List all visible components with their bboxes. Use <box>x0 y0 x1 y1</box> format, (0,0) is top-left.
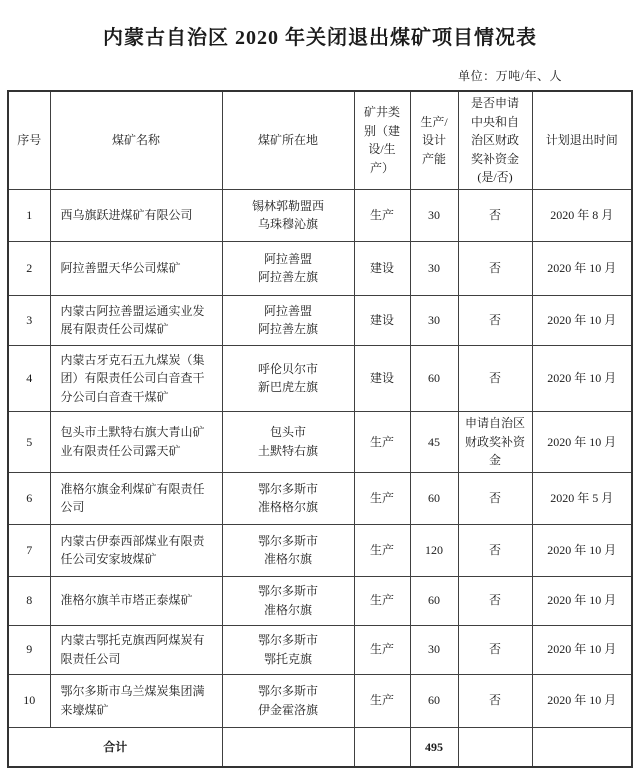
cell-location <box>222 524 354 576</box>
cell-subsidy: 否 <box>458 241 532 295</box>
header-exit-time: 计划退出时间 <box>532 91 632 189</box>
location-line: 阿拉善左旗 <box>257 322 318 337</box>
location-line: 阿拉善盟 <box>263 251 312 266</box>
cell-mine-name: 西乌旗跃进煤矿有限公司 <box>50 189 222 241</box>
cell-mine-type: 生产 <box>354 674 410 727</box>
cell-serial-number: 1 <box>8 189 50 241</box>
header-subsidy: 是否申请中央和自治区财政奖补资金(是/否) <box>458 91 532 189</box>
cell-mine-name: 阿拉善盟天华公司煤矿 <box>50 241 222 295</box>
table-row <box>8 625 632 674</box>
total-row <box>8 727 632 767</box>
cell-exit-time: 2020 年 5 月 <box>532 472 632 524</box>
cell-exit-time: 2020 年 10 月 <box>532 576 632 625</box>
cell-exit-time: 2020 年 10 月 <box>532 411 632 472</box>
location-line: 鄂尔多斯市 <box>257 684 318 699</box>
cell-location <box>222 625 354 674</box>
cell-mine-name: 内蒙古牙克石五九煤炭（集团）有限责任公司白音查干分公司白音查干煤矿 <box>50 345 222 411</box>
cell-mine-name: 包头市土默特右旗大青山矿业有限责任公司露天矿 <box>50 411 222 472</box>
cell-mine-name: 内蒙古伊泰西部煤业有限责任公司安家坡煤矿 <box>50 524 222 576</box>
location-line: 准格尔旗 <box>263 552 312 567</box>
cell-mine-name: 内蒙古阿拉善盟运通实业发展有限责任公司煤矿 <box>50 295 222 345</box>
cell-mine-name: 准格尔旗羊市塔正泰煤矿 <box>50 576 222 625</box>
total-label: 合计 <box>8 727 222 767</box>
cell-capacity: 60 <box>410 576 458 625</box>
cell-mine-name: 准格尔旗金利煤矿有限责任公司 <box>50 472 222 524</box>
location-line: 准格尔旗 <box>263 602 312 617</box>
cell-subsidy: 否 <box>458 295 532 345</box>
header-capacity: 生产/设计产能 <box>410 91 458 189</box>
cell-location <box>222 411 354 472</box>
cell-capacity: 60 <box>410 674 458 727</box>
cell-capacity: 30 <box>410 295 458 345</box>
cell-location <box>222 674 354 727</box>
location-line: 呼伦贝尔市 <box>257 361 318 376</box>
table-row <box>8 189 632 241</box>
total-capacity: 495 <box>410 727 458 767</box>
table-row <box>8 345 632 411</box>
location-line: 阿拉善盟 <box>263 303 312 318</box>
cell-location <box>222 189 354 241</box>
cell-subsidy: 否 <box>458 524 532 576</box>
cell-serial-number: 2 <box>8 241 50 295</box>
location-line: 鄂尔多斯市 <box>257 481 318 496</box>
cell-capacity: 60 <box>410 345 458 411</box>
cell-mine-type: 建设 <box>354 345 410 411</box>
table-row <box>8 576 632 625</box>
cell-mine-name: 内蒙古鄂托克旗西阿煤炭有限责任公司 <box>50 625 222 674</box>
cell-location <box>222 472 354 524</box>
cell-serial-number: 7 <box>8 524 50 576</box>
cell-mine-type: 生产 <box>354 472 410 524</box>
cell-capacity: 30 <box>410 625 458 674</box>
cell-exit-time: 2020 年 10 月 <box>532 295 632 345</box>
cell-serial-number: 4 <box>8 345 50 411</box>
cell-location <box>222 295 354 345</box>
cell-mine-type: 生产 <box>354 189 410 241</box>
location-line: 准格格尔旗 <box>257 500 318 515</box>
cell-mine-name: 鄂尔多斯市乌兰煤炭集团满来壕煤矿 <box>50 674 222 727</box>
total-exit-time-empty <box>532 727 632 767</box>
cell-subsidy: 否 <box>458 472 532 524</box>
page-title: 内蒙古自治区 2020 年关闭退出煤矿项目情况表 <box>103 27 537 49</box>
cell-mine-type: 生产 <box>354 576 410 625</box>
cell-subsidy: 否 <box>458 345 532 411</box>
total-type-empty <box>354 727 410 767</box>
cell-mine-type: 建设 <box>354 295 410 345</box>
coal-mine-exit-table <box>7 90 633 768</box>
cell-capacity: 45 <box>410 411 458 472</box>
cell-capacity: 30 <box>410 241 458 295</box>
cell-serial-number: 5 <box>8 411 50 472</box>
cell-serial-number: 3 <box>8 295 50 345</box>
header-location: 煤矿所在地 <box>222 91 354 189</box>
cell-subsidy: 申请自治区财政奖补资金 <box>458 411 532 472</box>
location-line: 阿拉善左旗 <box>257 270 318 285</box>
cell-location <box>222 345 354 411</box>
location-line: 土默特右旗 <box>257 443 318 458</box>
location-line: 包头市 <box>269 425 306 440</box>
location-line: 乌珠穆沁旗 <box>257 217 318 232</box>
cell-exit-time: 2020 年 10 月 <box>532 524 632 576</box>
location-line: 鄂尔多斯市 <box>257 633 318 648</box>
table-row <box>8 674 632 727</box>
cell-mine-type: 建设 <box>354 241 410 295</box>
cell-capacity: 60 <box>410 472 458 524</box>
header-row <box>8 91 632 189</box>
location-line: 鄂尔多斯市 <box>257 533 318 548</box>
cell-subsidy: 否 <box>458 625 532 674</box>
cell-location <box>222 241 354 295</box>
table-row <box>8 472 632 524</box>
cell-subsidy: 否 <box>458 576 532 625</box>
location-line: 鄂托克旗 <box>263 651 312 666</box>
table-row <box>8 411 632 472</box>
cell-exit-time: 2020 年 8 月 <box>532 189 632 241</box>
location-line: 锡林郭勒盟西 <box>251 198 324 213</box>
table-row <box>8 295 632 345</box>
header-serial-number: 序号 <box>8 91 50 189</box>
cell-capacity: 30 <box>410 189 458 241</box>
cell-serial-number: 9 <box>8 625 50 674</box>
location-line: 伊金霍洛旗 <box>257 702 318 717</box>
cell-exit-time: 2020 年 10 月 <box>532 241 632 295</box>
cell-exit-time: 2020 年 10 月 <box>532 625 632 674</box>
location-line: 新巴虎左旗 <box>257 380 318 395</box>
cell-subsidy: 否 <box>458 189 532 241</box>
header-mine-name: 煤矿名称 <box>50 91 222 189</box>
total-subsidy-empty <box>458 727 532 767</box>
cell-mine-type: 生产 <box>354 411 410 472</box>
unit-note: 单位：万吨/年、人 <box>458 69 562 83</box>
cell-exit-time: 2020 年 10 月 <box>532 674 632 727</box>
cell-mine-type: 生产 <box>354 625 410 674</box>
table-row <box>8 524 632 576</box>
cell-location <box>222 576 354 625</box>
cell-capacity: 120 <box>410 524 458 576</box>
cell-subsidy: 否 <box>458 674 532 727</box>
cell-mine-type: 生产 <box>354 524 410 576</box>
total-location-empty <box>222 727 354 767</box>
cell-serial-number: 10 <box>8 674 50 727</box>
header-mine-type: 矿井类别（建设/生产） <box>354 91 410 189</box>
table-row <box>8 241 632 295</box>
location-line: 鄂尔多斯市 <box>257 584 318 599</box>
cell-exit-time: 2020 年 10 月 <box>532 345 632 411</box>
cell-serial-number: 6 <box>8 472 50 524</box>
cell-serial-number: 8 <box>8 576 50 625</box>
